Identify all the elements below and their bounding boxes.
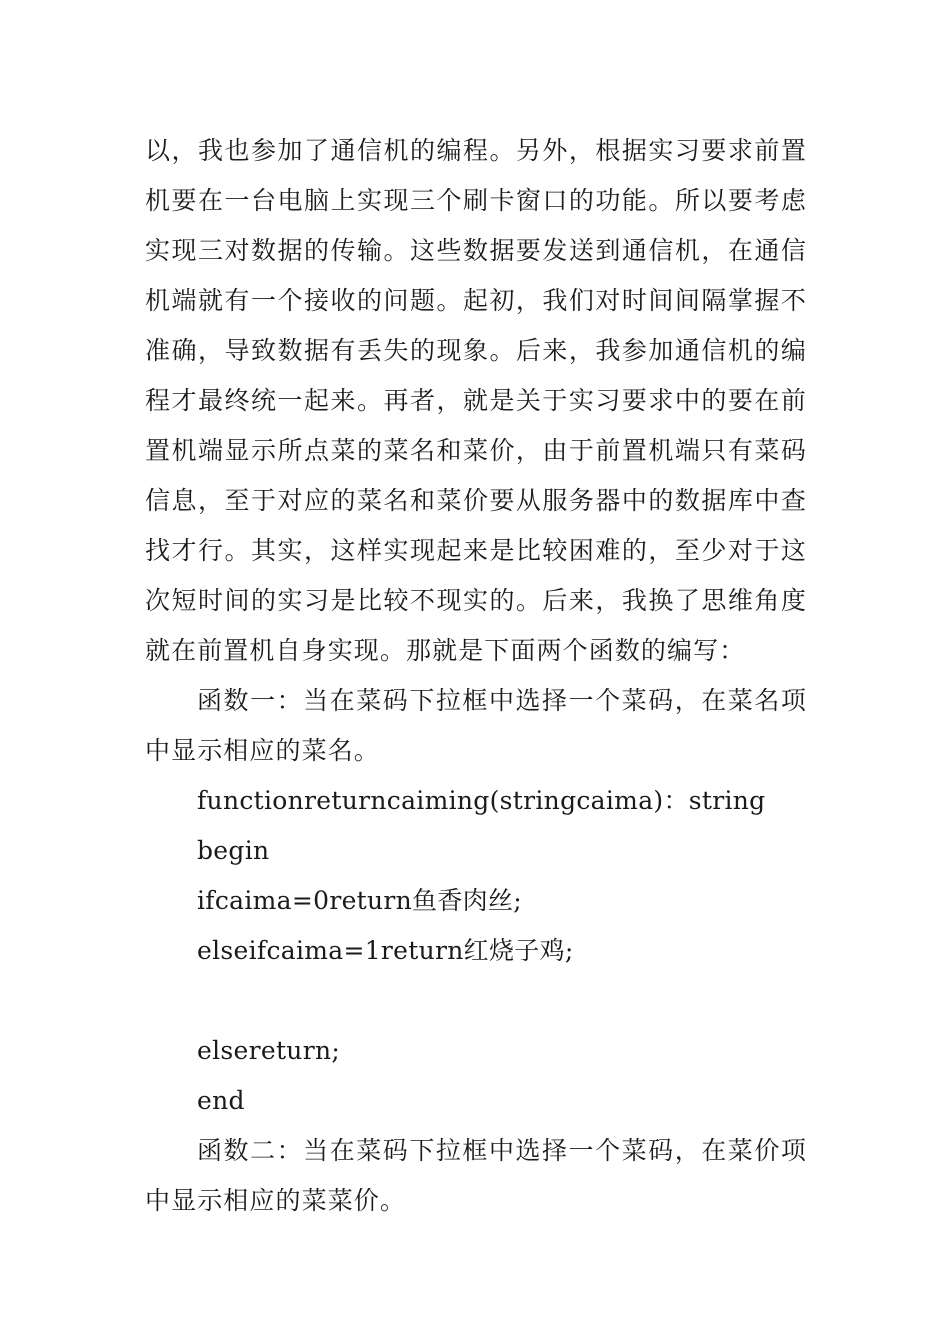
code-line-signature: functionreturncaiming(stringcaima)：string (197, 786, 766, 815)
code-line-end: end (197, 1086, 245, 1115)
function-two-description: 函数二：当在菜码下拉框中选择一个菜码，在菜价项中显示相应的菜菜价。 (145, 1136, 807, 1215)
document-body (145, 126, 807, 1226)
code-line-elseif: elseifcaima=1return红烧子鸡; (197, 936, 574, 965)
code-line-else: elsereturn; (197, 1036, 341, 1065)
code-blank-line (145, 976, 807, 1026)
code-block (145, 776, 807, 1126)
body-paragraph: 以，我也参加了通信机的编程。另外，根据实习要求前置机要在一台电脑上实现三个刷卡窗口的功能。所以要考虑实现三对数据的传输。这些数据要发送到通信机，在通信机端就有一个接收的问题。起初，我们对时间间隔掌握不准确，导致数据有丢失的现象。后来，我参加通信机的编程才最终统一起来。再者，就是关于实习要求中的要在前置机端显示所点菜的菜名和菜价，由于前置机端只有菜码信息，至于对应的菜名和菜价要从服务器中的数据库中查找才行。其实，这样实现起来是比较困难的，至少对于这次短时间的实习是比较不现实的。后来，我换了思维角度就在前置机自身实现。那就是下面两个函数的编写： (145, 136, 807, 665)
code-line-if: ifcaima=0return鱼香肉丝; (197, 886, 522, 915)
code-line-begin: begin (197, 836, 270, 865)
function-one-description: 函数一：当在菜码下拉框中选择一个菜码，在菜名项中显示相应的菜名。 (145, 686, 807, 765)
